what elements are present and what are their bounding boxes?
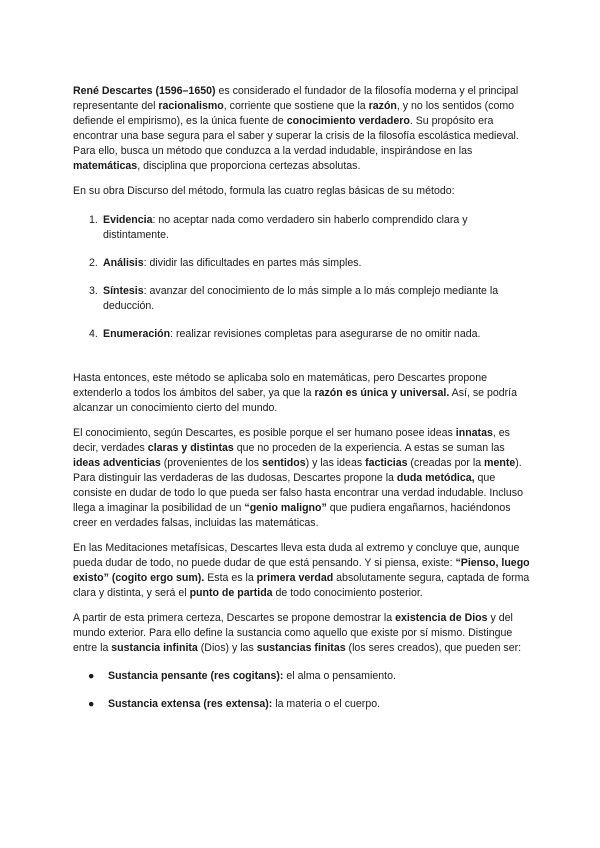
document-page — [73, 84, 533, 725]
method-extension-paragraph: Hasta entonces, este método se aplicaba solo en matemáticas, pero Descartes propone extenderlo a todos los ámbitos del saber, ya que la razón es única y universal. Así, se podría alcanzar un conocimiento cierto del mundo. — [73, 372, 518, 414]
substance-item: ● Sustancia extensa (res extensa): la materia o el cuerpo. — [88, 698, 381, 710]
substance-item: ● Sustancia pensante (res cogitans): el alma o pensamiento. — [88, 670, 396, 682]
intro-paragraph: René Descartes (1596–1650) es considerado el fundador de la filosofía moderna y el principal representante del racionalismo, corriente que sostiene que la razón, y no los sentidos (como defiende el empirismo), es la única fuente de conocimiento verdadero. Su propósito era encontrar una base segura para el saber y superar la crisis de la filosofía escolástica medieval. Para ello, busca un método que conduzca a la verdad indudable, inspirándose en las matemáticas, disciplina que proporciona certezas absolutas. — [73, 85, 519, 172]
bullet-icon: ● — [88, 698, 95, 710]
bullet-icon: ● — [88, 670, 95, 682]
substance-paragraph: A partir de esta primera certeza, Descartes se propone demostrar la existencia de Dios y del mundo exterior. Para ello define la sustancia como aquello que existe por sí mismo. Distingue entre la sustancia infinita (Dios) y las sustancias finitas (los seres creados), que pueden ser: — [73, 612, 522, 654]
method-intro-paragraph: En su obra Discurso del método, formula las cuatro reglas básicas de su método: — [73, 185, 455, 197]
rule-item: 4. Enumeración: realizar revisiones completas para asegurarse de no omitir nada. — [89, 328, 481, 340]
method-rules-list — [73, 213, 533, 342]
substances-list — [73, 669, 533, 712]
cogito-paragraph: En las Meditaciones metafísicas, Descartes lleva esta duda al extremo y concluye que, aunque pueda dudar de todo, no puede dudar de que está pensando. Y si piensa, existe: “Pienso, luego existo” (cogito ergo sum). Esta es la primera verdad absolutamente segura, captada de forma clara y distinta, y será el punto de partida de todo conocimiento posterior. — [73, 542, 530, 599]
knowledge-paragraph: El conocimiento, según Descartes, es posible porque el ser humano posee ideas innatas, es decir, verdades claras y distintas que no proceden de la experiencia. A estas se suman las ideas adventicias (provenientes de los sentidos) y las ideas facticias (creadas por la mente). Para distinguir las verdaderas de las dudosas, Descartes propone la duda metódica, que consiste en dudar de todo lo que pueda ser falso hasta encontrar una verdad indudable. Incluso llega a imaginar la posibilidad de un “genio maligno” que pudiera engañarnos, haciéndonos creer en verdades falsas, incluidas las matemáticas. — [73, 427, 523, 529]
rule-item: 2. Análisis: dividir las dificultades en partes más simples. — [89, 257, 362, 269]
rule-item: 3. Síntesis: avanzar del conocimiento de lo más simple a lo más complejo mediante la deducción. — [89, 285, 499, 312]
rule-item: 1. Evidencia: no aceptar nada como verdadero sin haberlo comprendido clara y distintamente. — [89, 214, 468, 241]
author-name: René Descartes (1596–1650) — [73, 85, 216, 97]
